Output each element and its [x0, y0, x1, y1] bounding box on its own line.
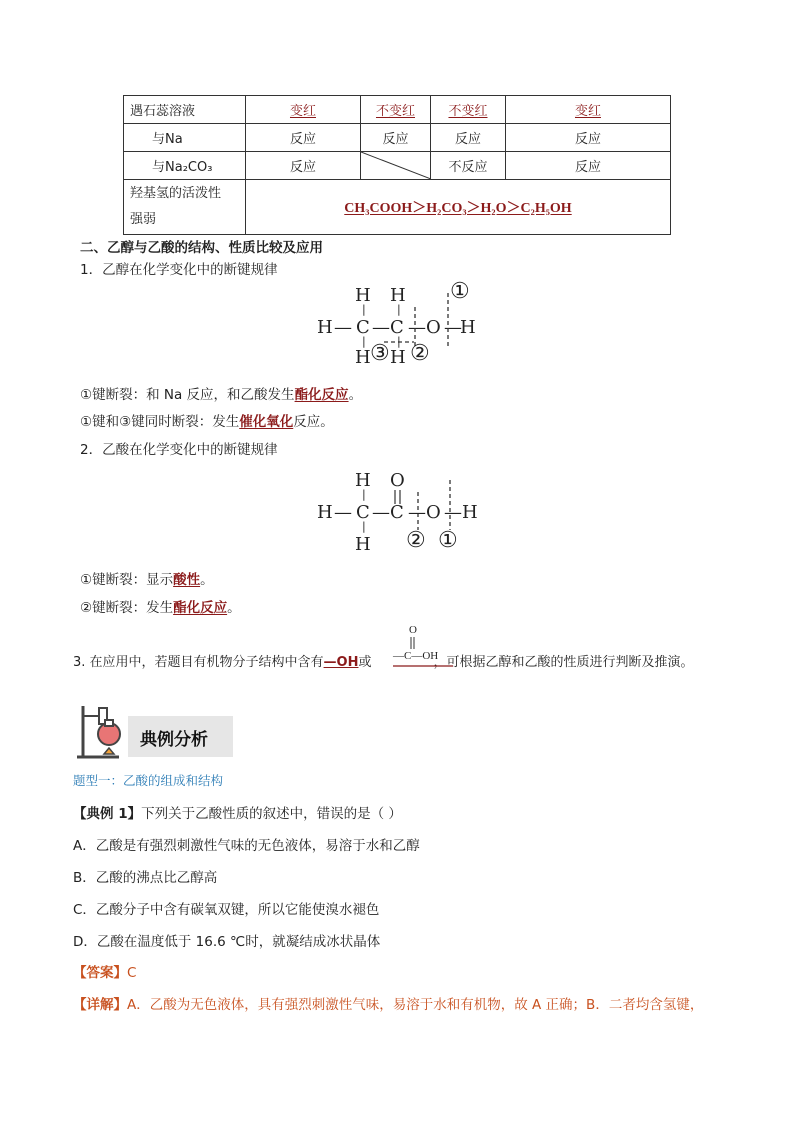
atom-h: H — [317, 317, 333, 338]
atom-h: H — [355, 470, 371, 491]
detail-text: A．乙酸为无色液体，具有强烈刺激性气味，易溶于水和有机物，故 A 正确；B．二者均含氢键， — [127, 997, 704, 1013]
note-key: 酯化反应 — [173, 600, 228, 616]
atom-h: H — [355, 285, 371, 306]
atom-c: C — [356, 317, 370, 338]
note-key: 催化氧化 — [239, 414, 294, 430]
activity-label-2: 强弱 — [130, 212, 157, 227]
bond: — — [444, 317, 462, 338]
atom-c: C — [390, 502, 404, 523]
item2-title: 2．乙酸在化学变化中的断键规律 — [80, 442, 278, 458]
table-row — [124, 152, 671, 180]
table-row — [124, 124, 671, 152]
bond: — — [408, 502, 426, 523]
atom-h: H — [390, 347, 406, 368]
note-key: 酸性 — [173, 572, 201, 588]
cell: 反应 — [361, 124, 431, 152]
section-heading: 二、乙醇与乙酸的结构、性质比较及应用 — [80, 240, 323, 256]
atom-h: H — [317, 502, 333, 523]
atom-h: H — [460, 317, 476, 338]
bond-number-1: ① — [450, 279, 470, 304]
note-text: 。 — [227, 600, 241, 616]
flask-drawing — [75, 702, 125, 760]
atom-o: O — [409, 624, 417, 636]
atom-o: O — [426, 317, 441, 338]
note-text: ①键和③键同时断裂：发生 — [80, 414, 240, 430]
row-label: 与Na — [124, 124, 246, 152]
question-tag: 【典例 1】 — [73, 806, 142, 822]
table-row — [124, 180, 671, 235]
hydroxyl-group: —OH — [323, 655, 359, 670]
option-b: B．乙酸的沸点比乙醇高 — [73, 870, 218, 886]
note-text: 。 — [348, 387, 363, 403]
cell: 不变红 — [361, 96, 431, 124]
item1-title: 1．乙醇在化学变化中的断键规律 — [80, 262, 278, 278]
bond-vertical: | — [397, 303, 401, 316]
bond: — — [444, 502, 462, 523]
option-a: A．乙酸是有强烈刺激性气味的无色液体，易溶于水和乙醇 — [73, 838, 420, 854]
bond-vertical: | — [362, 303, 366, 316]
detail-line — [73, 993, 733, 1013]
ethanol-structure — [310, 279, 510, 375]
cell: 反应 — [246, 124, 361, 152]
diagonal-cell — [361, 152, 431, 180]
cell: 不反应 — [431, 152, 506, 180]
note-text: 反应。 — [293, 414, 334, 430]
bond-vertical: | — [362, 488, 366, 501]
atom-o: O — [426, 502, 441, 523]
option-c: C．乙酸分子中含有碳氧双键，所以它能使溴水褪色 — [73, 902, 380, 918]
answer-value: C — [127, 965, 137, 981]
cell: 反应 — [246, 152, 361, 180]
bond-number-2: ② — [410, 341, 430, 366]
note-key: 酯化反应 — [294, 387, 349, 403]
item3-text: ，可根据乙醇和乙酸的性质进行判断及推演。 — [433, 655, 694, 670]
bond: — — [334, 317, 352, 338]
cell: 变红 — [246, 96, 361, 124]
atom-c: C — [356, 502, 370, 523]
bond: — — [372, 502, 390, 523]
carboxyl-text: —C—OH — [393, 650, 439, 662]
lab-flask-icon — [75, 702, 125, 760]
acetic-acid-structure — [310, 470, 510, 560]
atom-h: H — [355, 534, 371, 555]
row-label — [124, 180, 246, 235]
ethanol-note-1 — [80, 383, 362, 403]
item3-text: 3. 在应用中，若题目有机物分子结构中含有 — [73, 655, 324, 670]
acetic-note-1 — [80, 568, 214, 588]
cell: 反应 — [506, 124, 671, 152]
bond-number-1: ① — [438, 528, 458, 553]
cell: 变红 — [506, 96, 671, 124]
bond-vertical: | — [362, 520, 366, 533]
atom-h: H — [390, 285, 406, 306]
answer-tag: 【答案】 — [73, 965, 127, 981]
item3-text: 或 — [358, 655, 372, 670]
question-text: 下列关于乙酸性质的叙述中，错误的是（ ） — [141, 806, 402, 822]
atom-h: H — [462, 502, 478, 523]
detail-tag: 【详解】 — [73, 997, 127, 1013]
cell: 不变红 — [431, 96, 506, 124]
option-d: D．乙酸在温度低于 16.6 ℃时，就凝结成冰状晶体 — [73, 934, 381, 950]
bond-vertical: | — [397, 335, 401, 348]
cell: 反应 — [506, 152, 671, 180]
acetic-note-2 — [80, 596, 241, 616]
note-text: 。 — [200, 572, 214, 588]
answer-line — [73, 961, 136, 981]
note-text: ①键断裂：和 Na 反应，和乙酸发生 — [80, 387, 295, 403]
banner-title: 典例分析 — [140, 730, 208, 750]
activity-order: CH₃COOH＞H₂CO₃＞H₂O＞C₂H₅OH — [246, 180, 671, 235]
bond-vertical: | — [362, 335, 366, 348]
diagonal-line — [361, 152, 431, 179]
note-text: ①键断裂：显示 — [80, 572, 174, 588]
atom-c: C — [390, 317, 404, 338]
banner-box — [128, 716, 233, 757]
bond: — — [334, 502, 352, 523]
item3 — [73, 651, 694, 670]
carboxyl-group — [393, 624, 455, 668]
cell: 反应 — [431, 124, 506, 152]
bond-number-2: ② — [406, 528, 426, 553]
bond-number-3: ③ — [370, 341, 390, 366]
row-label: 与Na₂CO₃ — [124, 152, 246, 180]
table-row — [124, 96, 671, 124]
comparison-table — [123, 95, 671, 235]
activity-label-1: 羟基氢的活泼性 — [130, 186, 222, 201]
note-text: ②键断裂：发生 — [80, 600, 174, 616]
question-type-title: 题型一：乙酸的组成和结构 — [73, 773, 224, 788]
bond: — — [408, 317, 426, 338]
ethanol-note-2 — [80, 410, 334, 430]
atom-o: O — [390, 470, 405, 491]
bond: — — [372, 317, 390, 338]
question-stem — [73, 802, 402, 822]
atom-h: H — [355, 347, 371, 368]
row-label: 遇石蕊溶液 — [124, 96, 246, 124]
